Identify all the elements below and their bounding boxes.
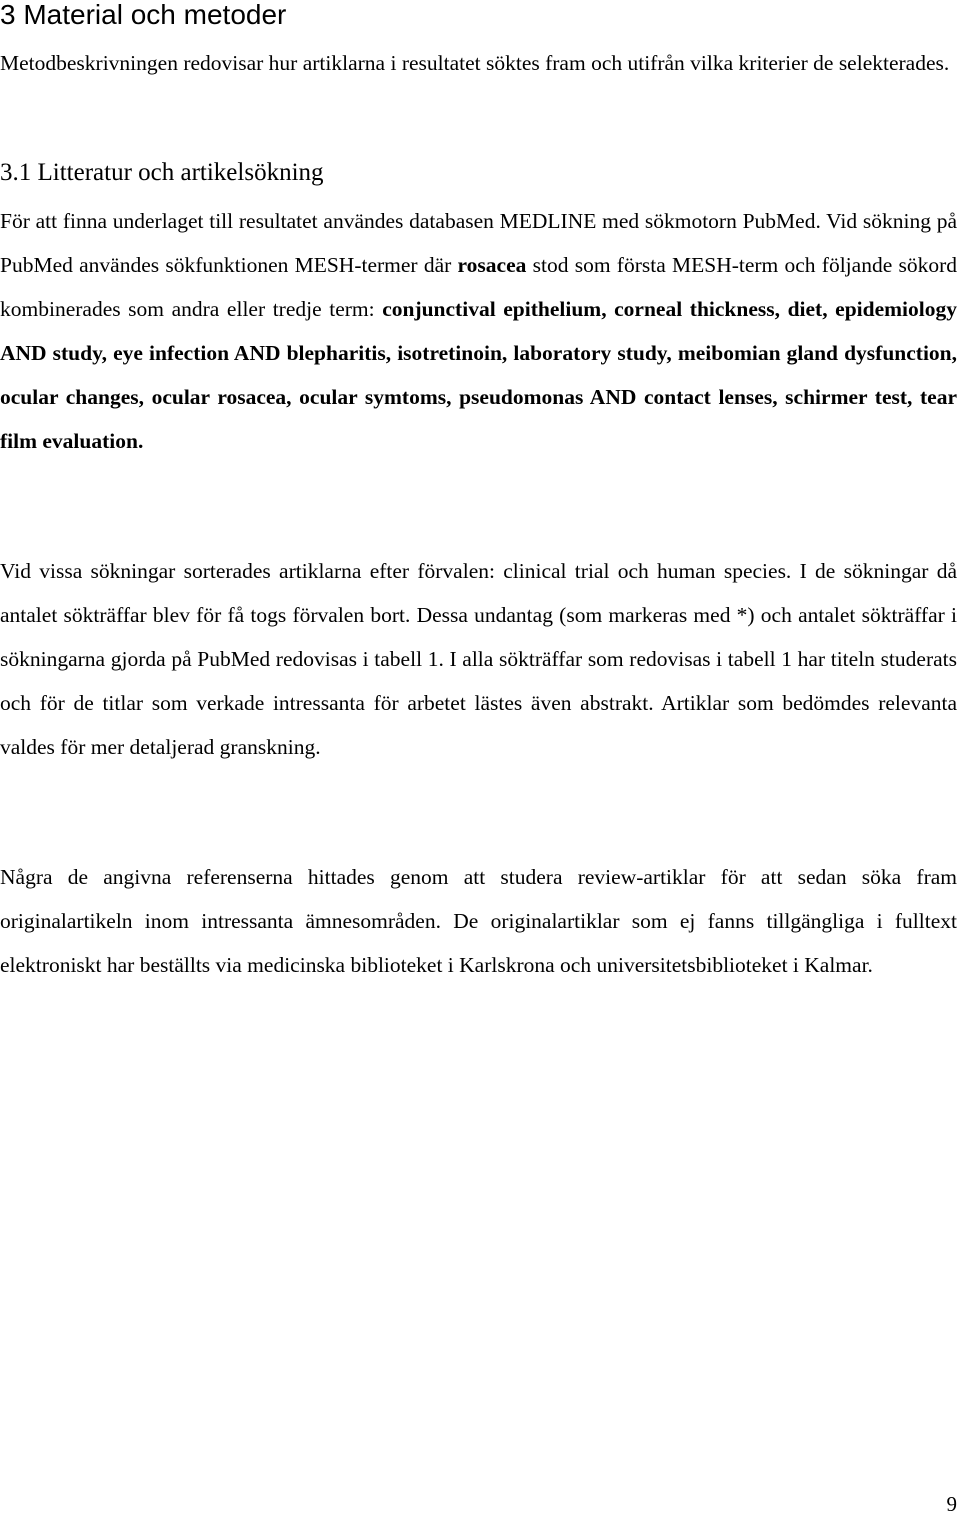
search-method-paragraph [0,199,957,463]
references-paragraph: Några de angivna referenserna hittades genom att studera review-artiklar för att sedan söka fram originalartikeln inom intressanta ämnesområden. De originalartiklar som ej fanns tillgängliga i fulltext elektroniskt har beställts via medicinska biblioteket i Karlskrona och universitetsbiblioteket i Kalmar. [0,865,957,977]
subsection-heading: 3.1 Litteratur och artikelsökning [0,159,324,186]
primary-mesh-term: rosacea [457,253,527,277]
paragraph-text-before: För att finna underlaget till resultatet användes databasen MEDLINE med sökmotorn PubMed. Vid sökning på PubMed användes sökfunktionen MESH-termer där [0,209,957,277]
search-terms-list: conjunctival epithelium, corneal thickness, diet, epidemiology AND study, eye infection AND blepharitis, isotretinoin, laboratory study, meibomian gland dysfunction, ocular changes, ocular rosacea, ocular symtoms, pseudomonas AND contact lenses, schirmer test, tear film evaluation. [0,297,957,453]
section-intro-paragraph: Metodbeskrivningen redovisar hur artiklarna i resultatet söktes fram och utifrån vilka kriterier de selekterades. [0,51,950,75]
filter-paragraph: Vid vissa sökningar sorterades artiklarna efter förvalen: clinical trial och human species. I de sökningar då antalet sökträffar blev för få togs förvalen bort. Dessa undantag (som markeras med *) och antalet sökträffar i sökningarna gjorda på PubMed redovisas i tabell 1. I alla sökträffar som redovisas i tabell 1 har titeln studerats och för de titlar som verkade intressanta för arbetet lästes även abstrakt. Artiklar som bedömdes relevanta valdes för mer detaljerad granskning. [0,559,957,759]
paragraph-text-middle: stod som första MESH-term och följande sökord kombinerades som andra eller tredje term: [0,253,958,321]
section-heading: 3 Material och metoder [0,0,287,30]
page-number: 9 [946,1492,957,1516]
